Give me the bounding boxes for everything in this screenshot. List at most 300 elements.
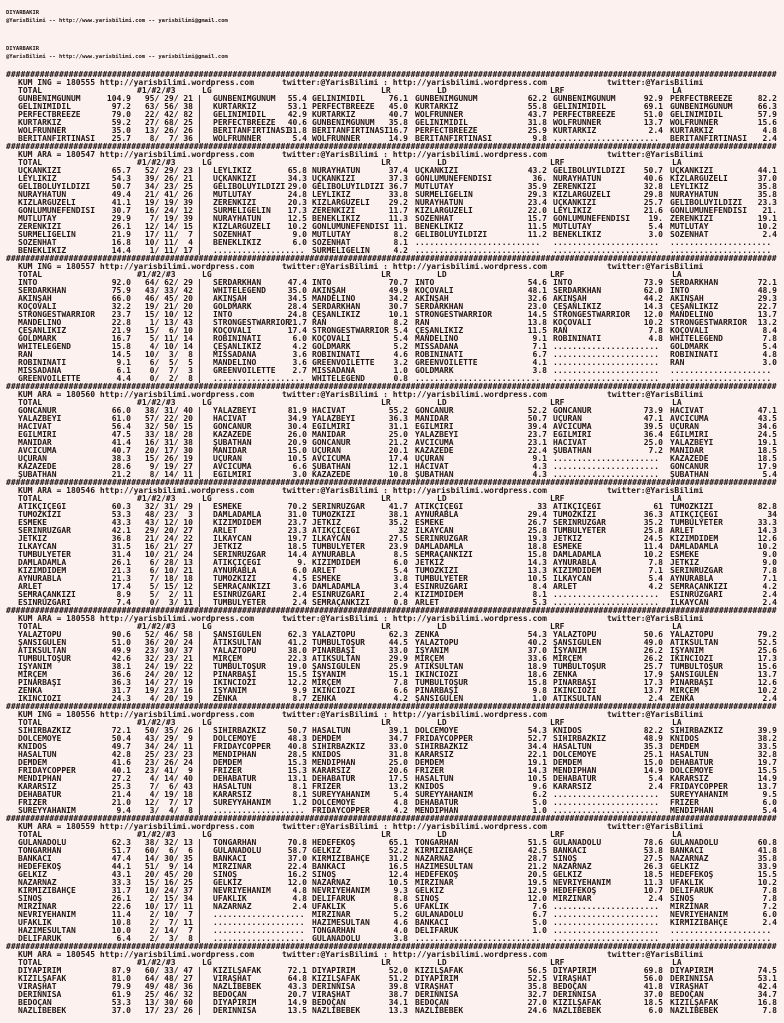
stat-value: 25.0 [388, 759, 408, 767]
column-header: LA [672, 959, 682, 967]
column-separator: | [197, 799, 202, 807]
column-header: LRF [550, 623, 565, 631]
stat-value: 8.2 [393, 319, 408, 327]
column-header: TOTAL [18, 271, 43, 279]
column-header: LR [381, 271, 391, 279]
horse-name: GÜNBENİMGÜNÜM [312, 119, 375, 127]
stat-value: 15.0 [643, 759, 663, 767]
stat-value: 23.9 [388, 543, 408, 551]
column-header: LRF [550, 719, 565, 727]
column-separator: | [197, 583, 202, 591]
horse-name: MANİDAR [18, 439, 52, 447]
data-row [0, 767, 784, 775]
data-row [0, 727, 784, 735]
position-counts: 10/ 24/ 37 [144, 887, 193, 895]
column-separator: | [197, 647, 202, 655]
horse-name: INTO [415, 279, 435, 287]
stat-value: 5.4 [762, 807, 777, 815]
stat-value: 9.9 [292, 687, 307, 695]
stat-value: 11.4 [643, 543, 663, 551]
position-counts: 10/ 11/ 4 [144, 239, 193, 247]
stat-value: 19.7 [287, 535, 307, 543]
column-header: LA [672, 271, 682, 279]
column-headers [0, 623, 784, 631]
data-row [0, 447, 784, 455]
data-row [0, 999, 784, 1007]
horse-name: SÖZENHAT [670, 231, 709, 239]
horse-name: KIZIMDİDEM [553, 567, 602, 575]
data-row [0, 423, 784, 431]
stat-value: 4.2 [393, 807, 408, 815]
horse-name: DEHABATUR [553, 775, 597, 783]
stat-value: 5.2 [393, 911, 408, 919]
twitter-handle: twitter:@YarisBilimi : http://yarisbilimi.wordpress.com [282, 79, 547, 87]
section-id: KUM ING = 180557 http://yarisbilimi.wordpress.com [18, 263, 255, 271]
twitter-handle: twitter:@YarisBilimi [607, 951, 704, 959]
column-separator: | [197, 887, 202, 895]
horse-name: HASALTUN [18, 751, 57, 759]
position-counts: 15/ 16/ 25 [144, 879, 193, 887]
stat-value: 13.3 [527, 567, 547, 575]
hash-text: ################################################################################################################################################################ [6, 815, 777, 823]
horse-name: HACIVAT [670, 407, 704, 415]
horse-name: KURTARKIZ [213, 103, 257, 111]
horse-name: KARARSIZ [18, 783, 57, 791]
empty-dots: ...................... [553, 367, 659, 375]
stat-value: 66.3 [757, 103, 777, 111]
horse-name: AYNURABLA [553, 559, 597, 567]
horse-name: KIZILŞAFAK [213, 967, 262, 975]
stat-value: 0.8 [393, 599, 408, 607]
position-counts: 0/ 2/ 8 [144, 375, 193, 383]
horse-name: NURAYHATUN [312, 167, 361, 175]
horse-name: UÇURAN [553, 415, 582, 423]
horse-name: MENDİPHAN [213, 751, 257, 759]
horse-name: SÜREYYAHANIM [213, 799, 271, 807]
empty-dots: ................... [213, 935, 305, 943]
total-value: 92.0 [111, 279, 131, 287]
horse-name: SİHİRBAZKIZ [312, 743, 365, 751]
data-row [0, 599, 784, 607]
total-value: 21.4 [111, 791, 131, 799]
position-counts: 5/ 2/ 11 [144, 591, 193, 599]
horse-name: UFAKLIK [415, 903, 449, 911]
horse-name: HEDEFEKOŞ [415, 871, 459, 879]
stat-value: 35.0 [287, 287, 307, 295]
horse-name: HEDEFEKOŞ [312, 839, 356, 847]
position-counts: 48/ 23/ 3 [144, 511, 193, 519]
horse-name: DEHABATUR [415, 799, 459, 807]
stat-value: 29.3 [757, 295, 777, 303]
empty-dots: ...................... [553, 791, 659, 799]
column-header: LRF [550, 87, 565, 95]
data-row [0, 1007, 784, 1015]
hash-separator [0, 607, 784, 615]
data-row [0, 231, 784, 239]
total-value: 22.8 [111, 319, 131, 327]
column-header: LD [437, 719, 447, 727]
stat-value: 26.3 [643, 863, 663, 871]
column-header: LR [381, 959, 391, 967]
horse-name: GREENVOILETTE [18, 375, 81, 383]
stat-value: 21.2 [527, 863, 547, 871]
stat-value: 14.3 [527, 767, 547, 775]
column-separator: | [197, 743, 202, 751]
horse-name: WOLFRUNNER [415, 111, 464, 119]
stat-value: 3.8 [532, 367, 547, 375]
column-header: LG [202, 271, 212, 279]
position-counts: 4/ 14/ 40 [144, 775, 193, 783]
stat-value: 11.5 [527, 223, 547, 231]
stat-value: 4.8 [292, 887, 307, 895]
horse-name: AVCICUMA [312, 455, 351, 463]
stat-value: 15.6 [757, 119, 777, 127]
stat-value: 53.1 [757, 975, 777, 983]
stat-value: 7.8 [762, 1007, 777, 1015]
data-row [0, 127, 784, 135]
horse-name: HASALTUN [670, 751, 709, 759]
empty-dots: ...................... [553, 351, 659, 359]
horse-name: UÇURAN [415, 455, 444, 463]
stat-value: 12.6 [757, 535, 777, 543]
empty-dots: ...................... [553, 599, 659, 607]
data-row [0, 855, 784, 863]
total-value: 11.4 [111, 911, 131, 919]
section-title [0, 615, 784, 623]
total-value: 26.1 [111, 559, 131, 567]
stat-value: 8.2 [393, 231, 408, 239]
column-separator: | [197, 503, 202, 511]
horse-name: GELKIZ [213, 879, 242, 887]
stat-value: 15.7 [527, 215, 547, 223]
stat-value: 38.0 [287, 647, 307, 655]
column-header: LRF [550, 495, 565, 503]
total-value: 6.1 [116, 367, 131, 375]
data-row [0, 799, 784, 807]
stat-value: 34 [767, 511, 777, 519]
horse-name: ŞUBATHAN [670, 471, 709, 479]
horse-name: KIZILŞAFAK [415, 967, 464, 975]
horse-name: AKINŞAH [18, 295, 52, 303]
horse-name: AYNURABLA [670, 575, 714, 583]
column-separator: | [197, 527, 202, 535]
column-separator: | [197, 423, 202, 431]
horse-name: BENEKLİKIZ [312, 215, 361, 223]
horse-name: ATİKSULTAN [18, 647, 67, 655]
horse-name: SÖZENHAT [18, 239, 57, 247]
column-separator: | [197, 895, 202, 903]
horse-name: NAZLİBEBEK [553, 1007, 602, 1015]
horse-name: ŞANSIGÜLEN [415, 695, 464, 703]
position-counts: 49/ 48/ 36 [144, 983, 193, 991]
stat-value: 5.0 [532, 799, 547, 807]
horse-name: SÜREYYAHANIM [312, 791, 370, 799]
total-value: 9.1 [116, 359, 131, 367]
horse-name: ZERENKIZI [553, 183, 597, 191]
horse-name: MİSSADANA [312, 367, 356, 375]
data-row [0, 223, 784, 231]
data-row [0, 919, 784, 927]
horse-name: MANDELİNO [312, 295, 356, 303]
horse-name: HAZİMESULTAN [18, 927, 76, 935]
horse-name: EĞİLMİRİ [213, 471, 252, 479]
column-headers [0, 271, 784, 279]
position-counts: 43/ 29/ 9 [144, 735, 193, 743]
column-headers [0, 719, 784, 727]
column-header: LD [437, 831, 447, 839]
stat-value: 52.2 [527, 407, 547, 415]
horse-name: BANKACI [553, 847, 587, 855]
page-contact: @YarisBilimi -- http://www.yarisbilimi.com -- yarisbilimi@gmail.com [6, 54, 228, 60]
stat-value: 18.8 [527, 543, 547, 551]
horse-name: PINARBAŞI [670, 679, 714, 687]
column-header: LA [672, 831, 682, 839]
position-counts: 52/ 46/ 58 [144, 631, 193, 639]
stat-value: 16.5 [388, 863, 408, 871]
twitter-handle: twitter:@YarisBilimi : http://yarisbilimi.wordpress.com [282, 151, 547, 159]
horse-name: SÜREYYAHANIM [18, 807, 76, 815]
column-separator: | [197, 991, 202, 999]
horse-name: MANDELİNO [18, 319, 62, 327]
horse-name: AYNURABLA [18, 575, 62, 583]
data-row [0, 239, 784, 247]
stat-value: 57.9 [757, 111, 777, 119]
data-row [0, 455, 784, 463]
horse-name: ARLET [18, 583, 43, 591]
horse-name: GELİNİMİDİL [18, 103, 71, 111]
stat-value: 19. [648, 215, 663, 223]
stat-value: 2.4 [762, 599, 777, 607]
stat-value: 5.4 [393, 567, 408, 575]
stat-value: 40.8 [287, 743, 307, 751]
horse-name: YALAZBEYİ [18, 415, 62, 423]
stat-value: 43.3 [287, 983, 307, 991]
horse-name: KNIDOS [18, 743, 47, 751]
horse-name: YALAZTOPU [18, 631, 62, 639]
horse-name: KIZIMDİDEM [213, 519, 262, 527]
stat-value: 13.8 [527, 319, 547, 327]
column-separator: | [197, 127, 202, 135]
total-value: 47.4 [111, 855, 131, 863]
stat-value: 22.4 [527, 447, 547, 455]
stat-value: 5.3 [532, 599, 547, 607]
horse-name: ZENKA [415, 631, 440, 639]
horse-name: AVCICUMA [213, 463, 252, 471]
horse-name: SEMRAÇANKIZI [415, 551, 473, 559]
stat-value: 62.3 [388, 631, 408, 639]
stat-value: 4.8 [648, 335, 663, 343]
horse-name: ZENKA [553, 671, 578, 679]
position-counts: 17/ 23/ 26 [144, 1007, 193, 1015]
horse-name: TUMBULYETER [18, 551, 71, 559]
horse-name: GELKIZ [18, 871, 47, 879]
horse-name: DOLCEMOYE [213, 735, 257, 743]
horse-name: UÇURAN [312, 447, 341, 455]
stat-value: 79.2 [757, 631, 777, 639]
stat-value: 7.1 [762, 575, 777, 583]
stat-value: 25.9 [527, 127, 547, 135]
horse-name: TUMBULTOŞUR [312, 639, 365, 647]
horse-name: ŞUBATHAN [553, 447, 592, 455]
position-counts: 38/ 31/ 40 [144, 407, 193, 415]
stat-value: 24.5 [643, 535, 663, 543]
horse-name: GONCANUR [312, 439, 351, 447]
position-counts: 4/ 19/ 18 [144, 791, 193, 799]
horse-name: KURTARKIZ [553, 127, 597, 135]
stat-value: 15.8 [527, 551, 547, 559]
horse-name: IKİNCİOZİ [18, 695, 62, 703]
horse-name: KARARSIZ [213, 791, 252, 799]
horse-name: UÇURAN [213, 455, 242, 463]
column-separator: | [197, 295, 202, 303]
horse-name: İLKAYCAN [553, 575, 592, 583]
horse-name: GOLDMARK [213, 303, 252, 311]
data-row [0, 975, 784, 983]
stat-value: 44.2 [643, 295, 663, 303]
data-row [0, 679, 784, 687]
position-counts: 24/ 19/ 22 [144, 663, 193, 671]
horse-name: DELİFARUK [18, 935, 62, 943]
stat-value: 10.1 [388, 311, 408, 319]
column-separator: | [197, 871, 202, 879]
column-header: LR [381, 399, 391, 407]
stat-value: 58.7 [287, 847, 307, 855]
column-separator: | [197, 679, 202, 687]
horse-name: KURTARKIZ [312, 111, 356, 119]
horse-name: KIRMIZIBAHÇE [312, 855, 370, 863]
stat-value: 33 [537, 503, 547, 511]
column-header: TOTAL [18, 831, 43, 839]
horse-name: NEVRİYEHANIM [18, 911, 76, 919]
column-separator: | [197, 439, 202, 447]
position-counts: 46/ 45/ 20 [144, 295, 193, 303]
stat-value: 4.2 [393, 247, 408, 255]
horse-name: MANİDAR [213, 447, 247, 455]
stat-value: 8.5 [393, 551, 408, 559]
column-header: LD [437, 959, 447, 967]
stat-value: 35.3 [643, 743, 663, 751]
total-value: 41.1 [111, 199, 131, 207]
stat-value: 9.3 [393, 887, 408, 895]
twitter-handle: twitter:@YarisBilimi : http://yarisbilimi.wordpress.com [282, 263, 547, 271]
total-value: 21.9 [111, 327, 131, 335]
total-value: 9.4 [116, 807, 131, 815]
horse-name: STRONGESTWARRIOR [18, 311, 96, 319]
stat-value: 25.0 [388, 431, 408, 439]
data-row [0, 911, 784, 919]
stat-value: 54.3 [527, 631, 547, 639]
horse-name: AVCICUMA [670, 415, 709, 423]
horse-name: MUTLUTAY [312, 231, 351, 239]
stat-value: 6.6 [393, 687, 408, 695]
page-contact: @YarisBilimi -- http://www.yarisbilimi.com -- yarisbilimi@gmail.com [6, 18, 228, 24]
stat-value: 5.4 [762, 343, 777, 351]
total-value: 31.5 [111, 543, 131, 551]
horse-name: SERİNRÜZGAR [18, 527, 71, 535]
position-counts: 15/ 10/ 12 [144, 311, 193, 319]
horse-name: HACIVAT [312, 407, 346, 415]
column-separator: | [197, 671, 202, 679]
data-row [0, 199, 784, 207]
horse-name: FRIDAYCOPPER [18, 767, 76, 775]
position-counts: 6/ 5/ 5 [144, 359, 193, 367]
empty-dots: ................... [213, 807, 305, 815]
horse-name: HACIVAT [415, 463, 449, 471]
stat-value: 34.3 [287, 175, 307, 183]
stat-value: 2.4 [762, 231, 777, 239]
column-header: LR [381, 623, 391, 631]
data-row [0, 639, 784, 647]
total-value: 61.0 [111, 415, 131, 423]
data-row [0, 311, 784, 319]
horse-name: TÜMÖZKIZI [18, 511, 62, 519]
horse-name: BERİTANFIRTINASI [415, 135, 493, 143]
data-row [0, 503, 784, 511]
stat-value: 18.5 [287, 543, 307, 551]
empty-dots: ...................... [553, 375, 659, 383]
horse-name: GELİBOLUYILDIZI [312, 183, 385, 191]
position-counts: 13/ 30/ 60 [144, 999, 193, 1007]
stat-value: 25.1 [643, 751, 663, 759]
horse-name: ATİKÇİÇEĞİ [415, 503, 464, 511]
data-row [0, 183, 784, 191]
horse-name: NAZARNAZ [553, 863, 592, 871]
total-value: 14.5 [111, 351, 131, 359]
horse-name: KIZLARGÜZELİ [670, 175, 728, 183]
horse-name: DIYAPİRİM [415, 975, 459, 983]
horse-name: ROBİNİNATI [553, 335, 602, 343]
horse-name: DIYAPİRİM [18, 967, 62, 975]
horse-name: VIRAŞHAT [415, 983, 454, 991]
horse-name: DEHABATUR [213, 775, 257, 783]
horse-name: LEYLİKIZ [18, 175, 57, 183]
stat-value: 13.2 [388, 783, 408, 791]
stat-value: 24.6 [527, 1007, 547, 1015]
horse-name: DEMDEM [213, 759, 242, 767]
stat-value: 15.5 [757, 871, 777, 879]
horse-name: GÖNLÜMÜNEFENDİSİ [312, 223, 390, 231]
position-counts: 15/ 26/ 19 [144, 455, 193, 463]
total-value: 87.9 [111, 967, 131, 975]
column-separator: | [197, 519, 202, 527]
horse-name: EĞİLMİRİ [553, 431, 592, 439]
data-row [0, 751, 784, 759]
column-headers [0, 159, 784, 167]
column-separator: | [197, 455, 202, 463]
stat-value: 2.4 [648, 127, 663, 135]
stat-value: 7.2 [648, 447, 663, 455]
stat-value: 37.0 [643, 991, 663, 999]
data-row [0, 991, 784, 999]
horse-name: ÇEŞANLIKIZ [553, 303, 602, 311]
stat-value: 4.2 [648, 583, 663, 591]
horse-name: SİNOŞ [312, 871, 337, 879]
horse-name: FRIDAYCOPPER [670, 783, 728, 791]
stat-value: 5.4 [762, 471, 777, 479]
stat-value: 10.2 [757, 687, 777, 695]
total-value: 25.3 [111, 783, 131, 791]
stat-value: 2.4 [762, 695, 777, 703]
stat-value: 10.7 [643, 887, 663, 895]
column-separator: | [197, 551, 202, 559]
position-counts: 10/ 17/ 11 [144, 903, 193, 911]
column-header: LRF [550, 399, 565, 407]
stat-value: 50.7 [643, 167, 663, 175]
stat-value: 10.2 [757, 223, 777, 231]
horse-name: ARLET [670, 527, 695, 535]
stat-value: 44.1 [757, 167, 777, 175]
data-row [0, 871, 784, 879]
